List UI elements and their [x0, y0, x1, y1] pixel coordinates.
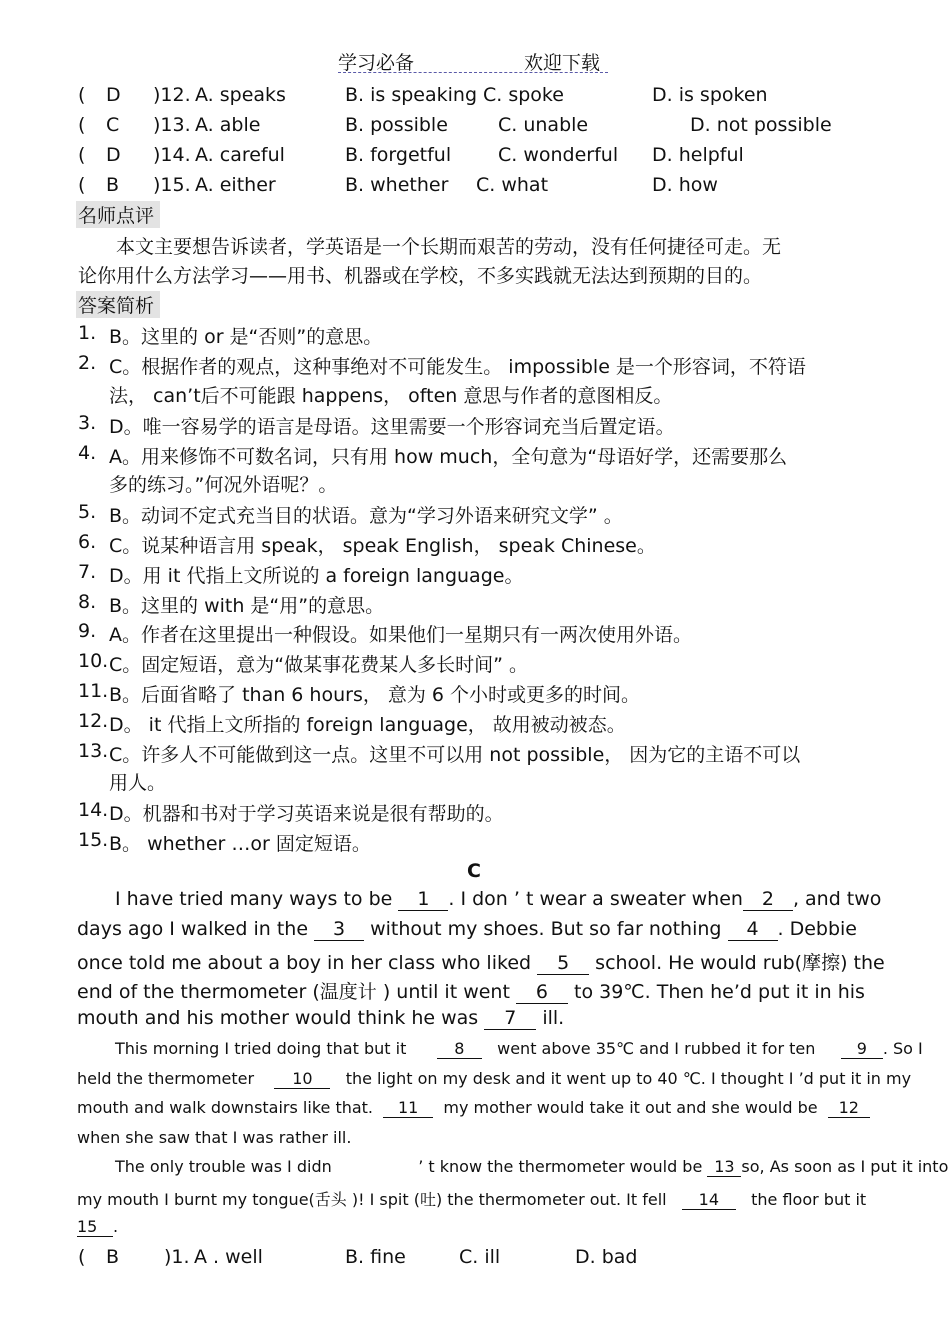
question-row: ( [78, 84, 86, 106]
question-row: ( [78, 174, 86, 196]
option-b: B. fine [345, 1246, 406, 1268]
option-c: C. unable [498, 114, 589, 136]
passage-line: my mouth I burnt my tongue(舌头 )! I spit (吐) the thermometer out. It fell 14 the floor but it [77, 1190, 867, 1209]
answer-text: A。用来修饰不可数名词，只有用 how much，全句意为“母语好学，还需要那么 [109, 446, 788, 468]
header-divider [338, 72, 608, 73]
option-a: A. able [195, 114, 261, 136]
answer-choice: B [106, 1246, 120, 1268]
blank-8: 8 [437, 1041, 482, 1059]
answer-number: 13. [78, 740, 109, 762]
passage-line: mouth and his mother would think he was 7 ill. [77, 1007, 565, 1029]
option-c: C. wonderful [498, 144, 619, 166]
answer-text: B。这里的 with 是“用”的意思。 [109, 595, 385, 617]
option-a: A. careful [195, 144, 285, 166]
question-row: ( [78, 1246, 86, 1268]
option-c: C. what [476, 174, 549, 196]
answer-text: C。根据作者的观点，这种事绝对不可能发生。 impossible 是一个形容词，不符语 [109, 356, 806, 378]
blank-13: 13 [707, 1159, 741, 1177]
question-number: )1. [164, 1246, 190, 1268]
answer-number: 6. [78, 531, 97, 553]
option-a: A . well [194, 1246, 263, 1268]
passage-line: mouth and walk downstairs like that. 11 my mother would take it out and she would be 12 [77, 1098, 870, 1118]
passage-title: C [467, 860, 481, 882]
option-a: A. either [195, 174, 276, 196]
answer-number: 10. [78, 650, 109, 672]
option-b: B. possible [345, 114, 448, 136]
option-a: A. speaks [195, 84, 286, 106]
blank-7: 7 [484, 1009, 536, 1030]
comment-line: 论你用什么方法学习——用书、机器或在学校，不多实践就无法达到预期的目的。 [78, 265, 763, 287]
passage-line: The only trouble was I didn ’ t know the thermometer would be 13 so, As soon as I put it into [115, 1157, 949, 1176]
blank-15: 15 [77, 1219, 113, 1237]
answer-text: B。动词不定式充当目的状语。意为“学习外语来研究文学” 。 [109, 505, 623, 527]
blank-14: 14 [682, 1192, 736, 1210]
option-b: B. is speaking [345, 84, 478, 106]
answer-number: 14. [78, 799, 109, 821]
answer-number: 9. [78, 620, 97, 642]
section-heading-answers: 答案简析 [76, 291, 160, 318]
blank-3: 3 [314, 920, 364, 941]
answer-text: 多的练习。”何况外语呢？。 [109, 474, 338, 496]
question-row: ( [78, 144, 86, 166]
answer-choice: D [106, 84, 121, 106]
answer-text: D。机器和书对于学习英语来说是很有帮助的。 [109, 803, 504, 825]
blank-11: 11 [383, 1100, 433, 1118]
answer-choice: B [106, 174, 120, 196]
section-heading-comment: 名师点评 [76, 201, 160, 228]
answer-text: 用人。 [109, 772, 167, 794]
answer-text: C。说某种语言用 speak， speak English， speak Chinese。 [109, 535, 656, 557]
option-d: D. not possible [690, 114, 832, 136]
answer-number: 11. [78, 680, 109, 702]
answer-text: D。 it 代指上文所指的 foreign language， 故用被动被态。 [109, 714, 626, 736]
option-c: C. ill [459, 1246, 501, 1268]
answer-number: 8. [78, 591, 97, 613]
blank-12: 12 [828, 1100, 870, 1118]
header-right: 欢迎下载 [524, 52, 601, 74]
question-number: )14. [153, 144, 191, 166]
answer-number: 4. [78, 442, 97, 464]
option-d: D. how [652, 174, 718, 196]
passage-line: days ago I walked in the 3 without my shoes. But so far nothing 4 . Debbie [77, 918, 857, 940]
blank-10: 10 [274, 1071, 330, 1089]
answer-text: A。作者在这里提出一种假设。如果他们一星期只有一两次使用外语。 [109, 624, 692, 646]
passage-line: 15 . [77, 1217, 119, 1236]
passage-line: when she saw that I was rather ill. [77, 1128, 352, 1147]
answer-number: 15. [78, 829, 109, 851]
passage-line: I have tried many ways to be 1 . I don ’ t wear a sweater when 2 , and two [115, 888, 882, 910]
question-number: )15. [153, 174, 191, 196]
answer-text: C。许多人不可能做到这一点。这里不可以用 not possible， 因为它的主语不可以 [109, 744, 801, 766]
answer-choice: C [106, 114, 120, 136]
answer-text: B。这里的 or 是“否则”的意思。 [109, 326, 383, 348]
passage-line: end of the thermometer (温度计 ) until it went 6 to 39℃. Then he’d put it in his [77, 981, 865, 1003]
passage-line: once told me about a boy in her class who liked 5 school. He would rub(摩擦) the [77, 952, 885, 974]
blank-9: 9 [841, 1041, 883, 1059]
answer-text: B。 whether …or 固定短语。 [109, 833, 371, 855]
option-b: B. whether [345, 174, 449, 196]
header-left: 学习必备 [338, 52, 415, 74]
answer-number: 2. [78, 352, 97, 374]
option-d: D. helpful [652, 144, 744, 166]
answer-choice: D [106, 144, 121, 166]
question-number: )12. [153, 84, 191, 106]
passage-line: This morning I tried doing that but it 8 went above 35℃ and I rubbed it for ten 9 . So I [115, 1039, 923, 1058]
comment-line: 本文主要想告诉读者，学英语是一个长期而艰苦的劳动，没有任何捷径可走。无 [116, 236, 782, 258]
answer-text: D。唯一容易学的语言是母语。这里需要一个形容词充当后置定语。 [109, 416, 675, 438]
answer-text: D。用 it 代指上文所说的 a foreign language。 [109, 565, 524, 587]
answer-text: B。后面省略了 than 6 hours， 意为 6 个小时或更多的时间。 [109, 684, 641, 706]
blank-4: 4 [728, 920, 778, 941]
blank-5: 5 [537, 954, 589, 975]
option-c: C. spoke [483, 84, 564, 106]
answer-number: 1. [78, 322, 97, 344]
question-number: )13. [153, 114, 191, 136]
answer-text: C。固定短语，意为“做某事花费某人多长时间” 。 [109, 654, 528, 676]
option-d: D. is spoken [652, 84, 768, 106]
answer-number: 7. [78, 561, 97, 583]
passage-line: held the thermometer 10 the light on my desk and it went up to 40 ℃. I thought I ’d put it in my [77, 1069, 912, 1088]
blank-2: 2 [743, 890, 793, 911]
answer-number: 3. [78, 412, 97, 434]
blank-1: 1 [398, 890, 448, 911]
answer-text: 法， can’t后不可能跟 happens， often 意思与作者的意图相反。 [109, 385, 673, 407]
question-row: ( [78, 114, 86, 136]
option-b: B. forgetful [345, 144, 452, 166]
answer-number: 5. [78, 501, 97, 523]
option-d: D. bad [575, 1246, 638, 1268]
blank-6: 6 [516, 983, 568, 1004]
answer-number: 12. [78, 710, 109, 732]
